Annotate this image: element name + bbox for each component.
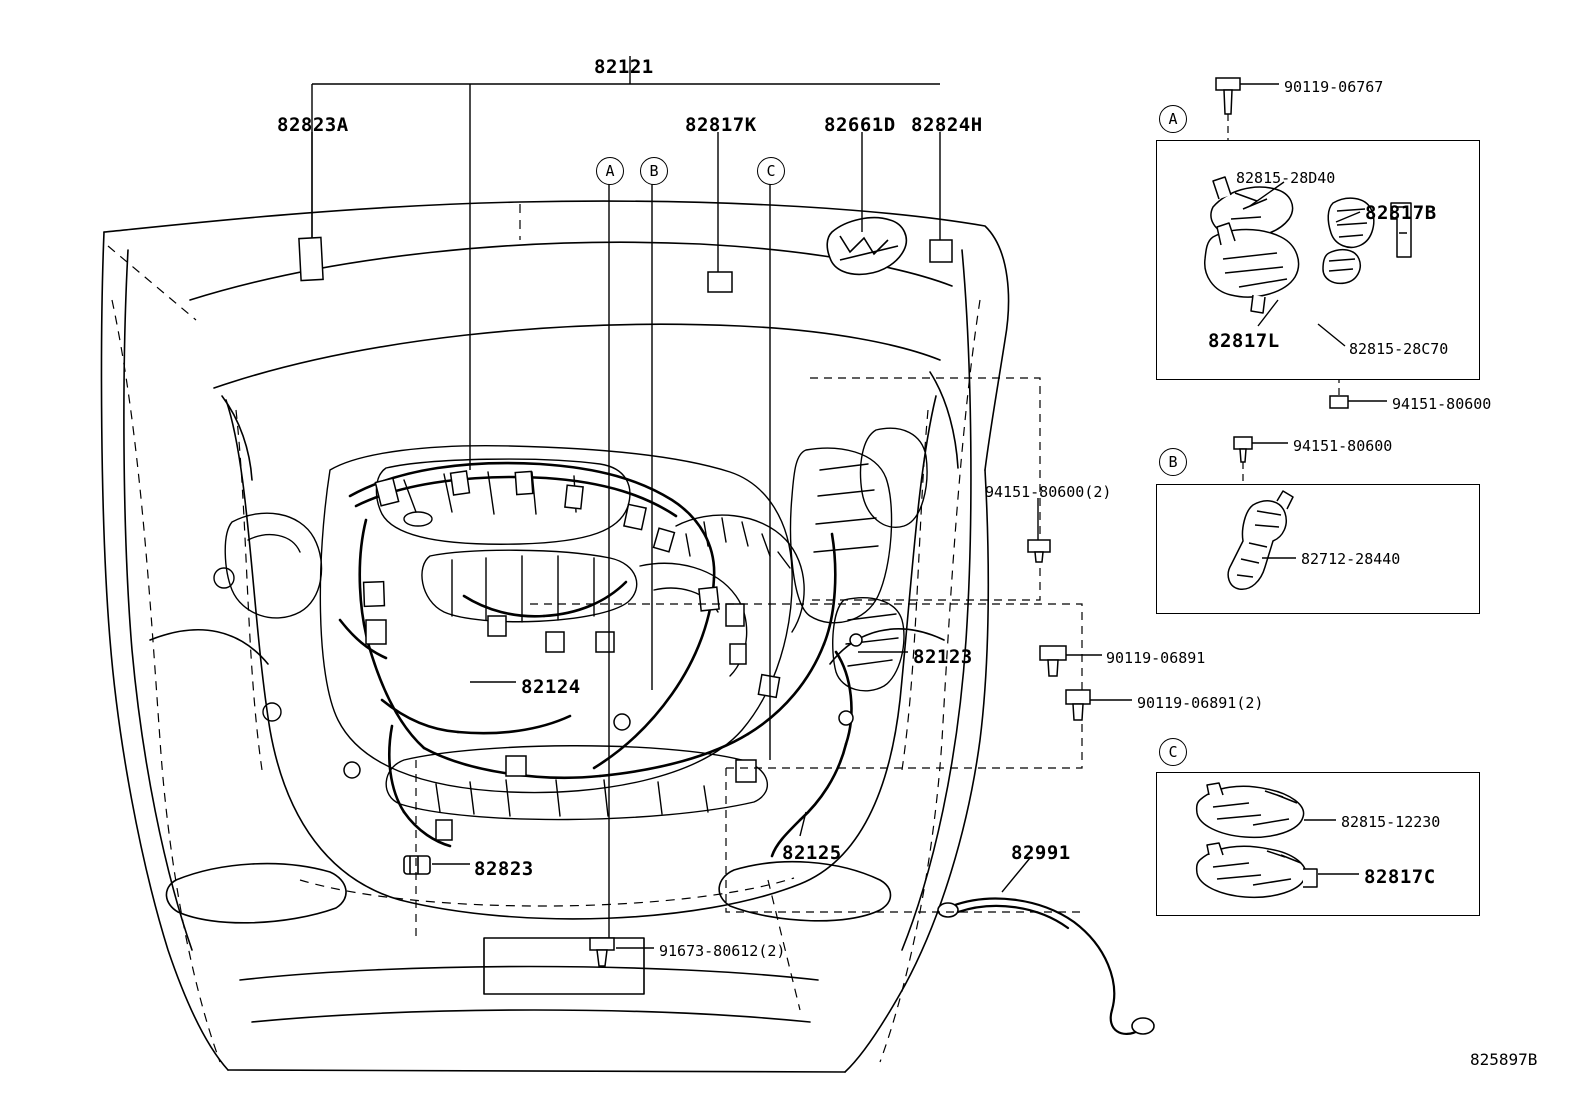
fastener-label-90119-06891: 90119-06891 bbox=[1106, 649, 1206, 667]
part-label-82823A: 82823A bbox=[277, 114, 349, 136]
fastener-label-94151-80600-2: 94151-80600(2) bbox=[985, 483, 1112, 501]
callout-bubble-a-panel: A bbox=[1159, 105, 1187, 133]
callout-bubble-b-panel: B bbox=[1159, 448, 1187, 476]
panel-a-label-82815-28C70: 82815-28C70 bbox=[1349, 340, 1449, 358]
callout-bubble-c-panel: C bbox=[1159, 738, 1187, 766]
callout-bubble-b-main: B bbox=[640, 157, 668, 185]
panel-c-label-82817C: 82817C bbox=[1364, 866, 1436, 888]
part-label-82817K: 82817K bbox=[685, 114, 757, 136]
fastener-label-91673-80612-2: 91673-80612(2) bbox=[659, 942, 786, 960]
panel-a-label-82817B: 82817B bbox=[1365, 202, 1437, 224]
callout-bubble-a-main: A bbox=[596, 157, 624, 185]
panel-a-label-82815-28D40: 82815-28D40 bbox=[1236, 169, 1336, 187]
callout-bubble-c-main: C bbox=[757, 157, 785, 185]
fastener-label-90119-06891-2: 90119-06891(2) bbox=[1137, 694, 1264, 712]
part-label-82123: 82123 bbox=[913, 646, 973, 668]
part-label-82125: 82125 bbox=[782, 842, 842, 864]
part-label-82121: 82121 bbox=[594, 56, 654, 78]
panel-c-label-82815-12230: 82815-12230 bbox=[1341, 813, 1441, 831]
panel-a-label-82817L: 82817L bbox=[1208, 330, 1280, 352]
fastener-label-90119-06767: 90119-06767 bbox=[1284, 78, 1384, 96]
drawing-number: 825897B bbox=[1470, 1050, 1538, 1069]
part-label-82991: 82991 bbox=[1011, 842, 1071, 864]
fastener-label-94151-80600-a: 94151-80600 bbox=[1392, 395, 1492, 413]
part-label-82661D: 82661D bbox=[824, 114, 896, 136]
fastener-label-94151-80600-b: 94151-80600 bbox=[1293, 437, 1393, 455]
part-label-82124: 82124 bbox=[521, 676, 581, 698]
part-label-82823: 82823 bbox=[474, 858, 534, 880]
panel-b-label-82712-28440: 82712-28440 bbox=[1301, 550, 1401, 568]
part-label-82824H: 82824H bbox=[911, 114, 983, 136]
